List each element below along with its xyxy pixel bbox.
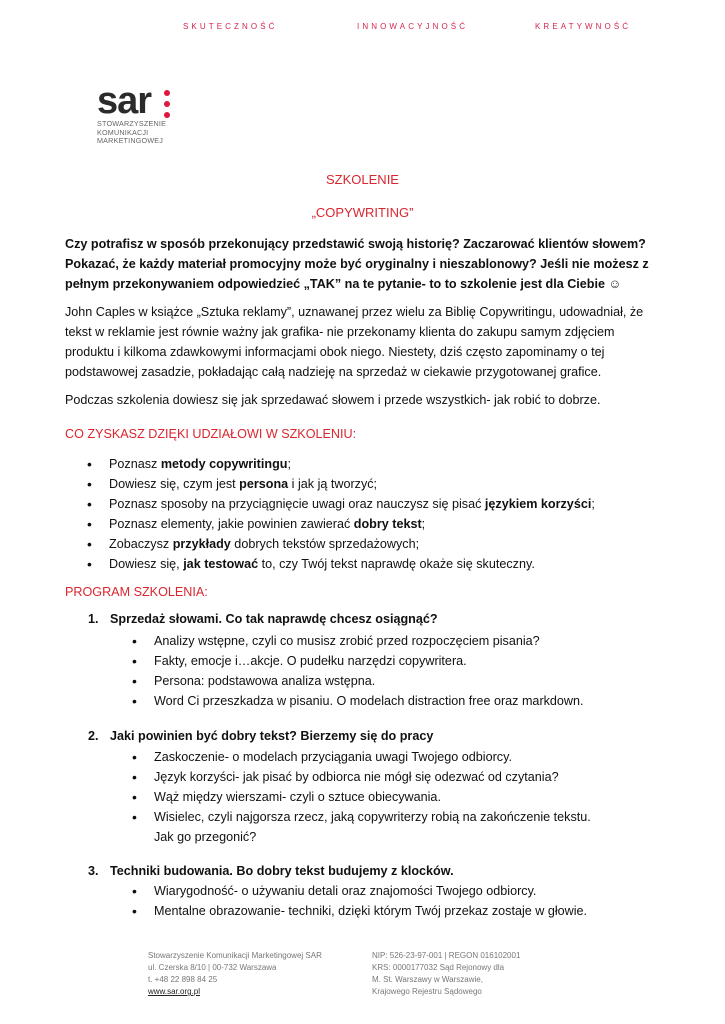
training-title: „COPYWRITING” <box>311 205 414 220</box>
program-section-3-title: 3. Techniki budowania. Bo dobry tekst budujemy z klocków. <box>88 864 454 878</box>
training-label: SZKOLENIE <box>326 172 399 187</box>
program-heading: PROGRAM SZKOLENIA: <box>65 585 208 599</box>
list-item: • Analizy wstępne, czyli co musisz zrobić przed rozpoczęciem pisania? <box>132 631 652 651</box>
tagline-effectiveness: SKUTECZNOŚĆ <box>183 22 278 31</box>
list-item: • Poznasz metody copywritingu; <box>65 454 685 474</box>
list-item: • Wisielec, czyli najgorsza rzecz, jaką copywriterzy robią na zakończenie tekstu. Jak go przegonić? <box>132 807 612 847</box>
logo-wordmark: sar <box>97 80 152 122</box>
benefits-list <box>65 454 685 574</box>
list-item: • Wąż między wierszami- czyli o sztuce obiecywania. <box>132 787 612 807</box>
program-section-1-list <box>132 631 652 711</box>
intro-paragraph-caples: John Caples w książce „Sztuka reklamy”, uznawanej przez wielu za Biblię Copywritingu, udowadniał, że tekst w reklamie jest równie ważny jak grafika- nie przekonamy klienta do zakupu samym zdjęciem produktu i kilkoma zdawkowymi informacjami obok niego. Niestety, dziś często zapominamy o tej podstawowej zasadzie, pokładając całą nadzieję na sprzedaż w ciekawie przygotowanej grafice. <box>65 305 644 379</box>
header-taglines <box>0 22 725 36</box>
tagline-creativity: KREATYWNOŚĆ <box>535 22 632 31</box>
logo-subtitle: STOWARZYSZENIE KOMUNIKACJI MARKETINGOWEJ <box>97 119 167 146</box>
list-item: • Dowiesz się, jak testować to, czy Twój tekst naprawdę okaże się skuteczny. <box>65 554 685 574</box>
intro-question-paragraph: Czy potrafisz w sposób przekonujący przedstawić swoją historię? Zaczarować klientów słowem? Pokazać, że każdy materiał promocyjny może być oryginalny i nieszablonowy? Jeśli nie możesz z pełnym przekonywaniem odpowiedzieć „TAK” na te pytanie- to to szkolenie jest dla Ciebie ☺ <box>65 237 649 291</box>
list-item: • Poznasz sposoby na przyciągnięcie uwagi oraz nauczysz się pisać językiem korzyści; <box>65 494 685 514</box>
list-item: • Dowiesz się, czym jest persona i jak ją tworzyć; <box>65 474 685 494</box>
program-section-1-title: 1. Sprzedaż słowami. Co tak naprawdę chcesz osiągnąć? <box>88 612 438 626</box>
list-item: • Zaskoczenie- o modelach przyciągania uwagi Twojego odbiorcy. <box>132 747 612 767</box>
footer-registry: NIP: 526-23-97-001 | REGON 016102001 KRS: 0000177032 Sąd Rejonowy dla M. St. Warszawy w Warszawie, Krajowego Rejestru Sądowego <box>372 951 521 996</box>
list-item: • Word Ci przeszkadza w pisaniu. O modelach distraction free oraz markdown. <box>132 691 652 711</box>
program-section-3-list <box>132 881 652 921</box>
program-section-2-list <box>132 747 612 847</box>
footer-contact: Stowarzyszenie Komunikacji Marketingowej SAR ul. Czerska 8/10 | 00-732 Warszawa t. +48 22 898 84 25 www.sar.org.pl <box>148 951 322 996</box>
list-item: • Zobaczysz przykłady dobrych tekstów sprzedażowych; <box>65 534 685 554</box>
benefits-heading: CO ZYSKASZ DZIĘKI UDZIAŁOWI W SZKOLENIU: <box>65 427 357 441</box>
intro-paragraph-summary: Podczas szkolenia dowiesz się jak sprzedawać słowem i przede wszystkich- jak robić to dobrze. <box>65 393 601 407</box>
list-item: • Język korzyści- jak pisać by odbiorca nie mógł się odezwać od czytania? <box>132 767 612 787</box>
program-section-2-title: 2. Jaki powinien być dobry tekst? Bierzemy się do pracy <box>88 729 434 743</box>
tagline-innovation: INNOWACYJNOŚĆ <box>357 22 469 31</box>
logo-dots-icon <box>164 90 172 123</box>
sar-logo <box>97 80 217 154</box>
list-item: • Poznasz elementy, jakie powinien zawierać dobry tekst; <box>65 514 685 534</box>
website-link[interactable]: www.sar.org.pl <box>148 987 201 996</box>
list-item: • Wiarygodność- o używaniu detali oraz znajomości Twojego odbiorcy. <box>132 881 652 901</box>
list-item: • Persona: podstawowa analiza wstępna. <box>132 671 652 691</box>
list-item: • Fakty, emocje i…akcje. O pudełku narzędzi copywritera. <box>132 651 652 671</box>
list-item: • Mentalne obrazowanie- techniki, dzięki którym Twój przekaz zostaje w głowie. <box>132 901 652 921</box>
